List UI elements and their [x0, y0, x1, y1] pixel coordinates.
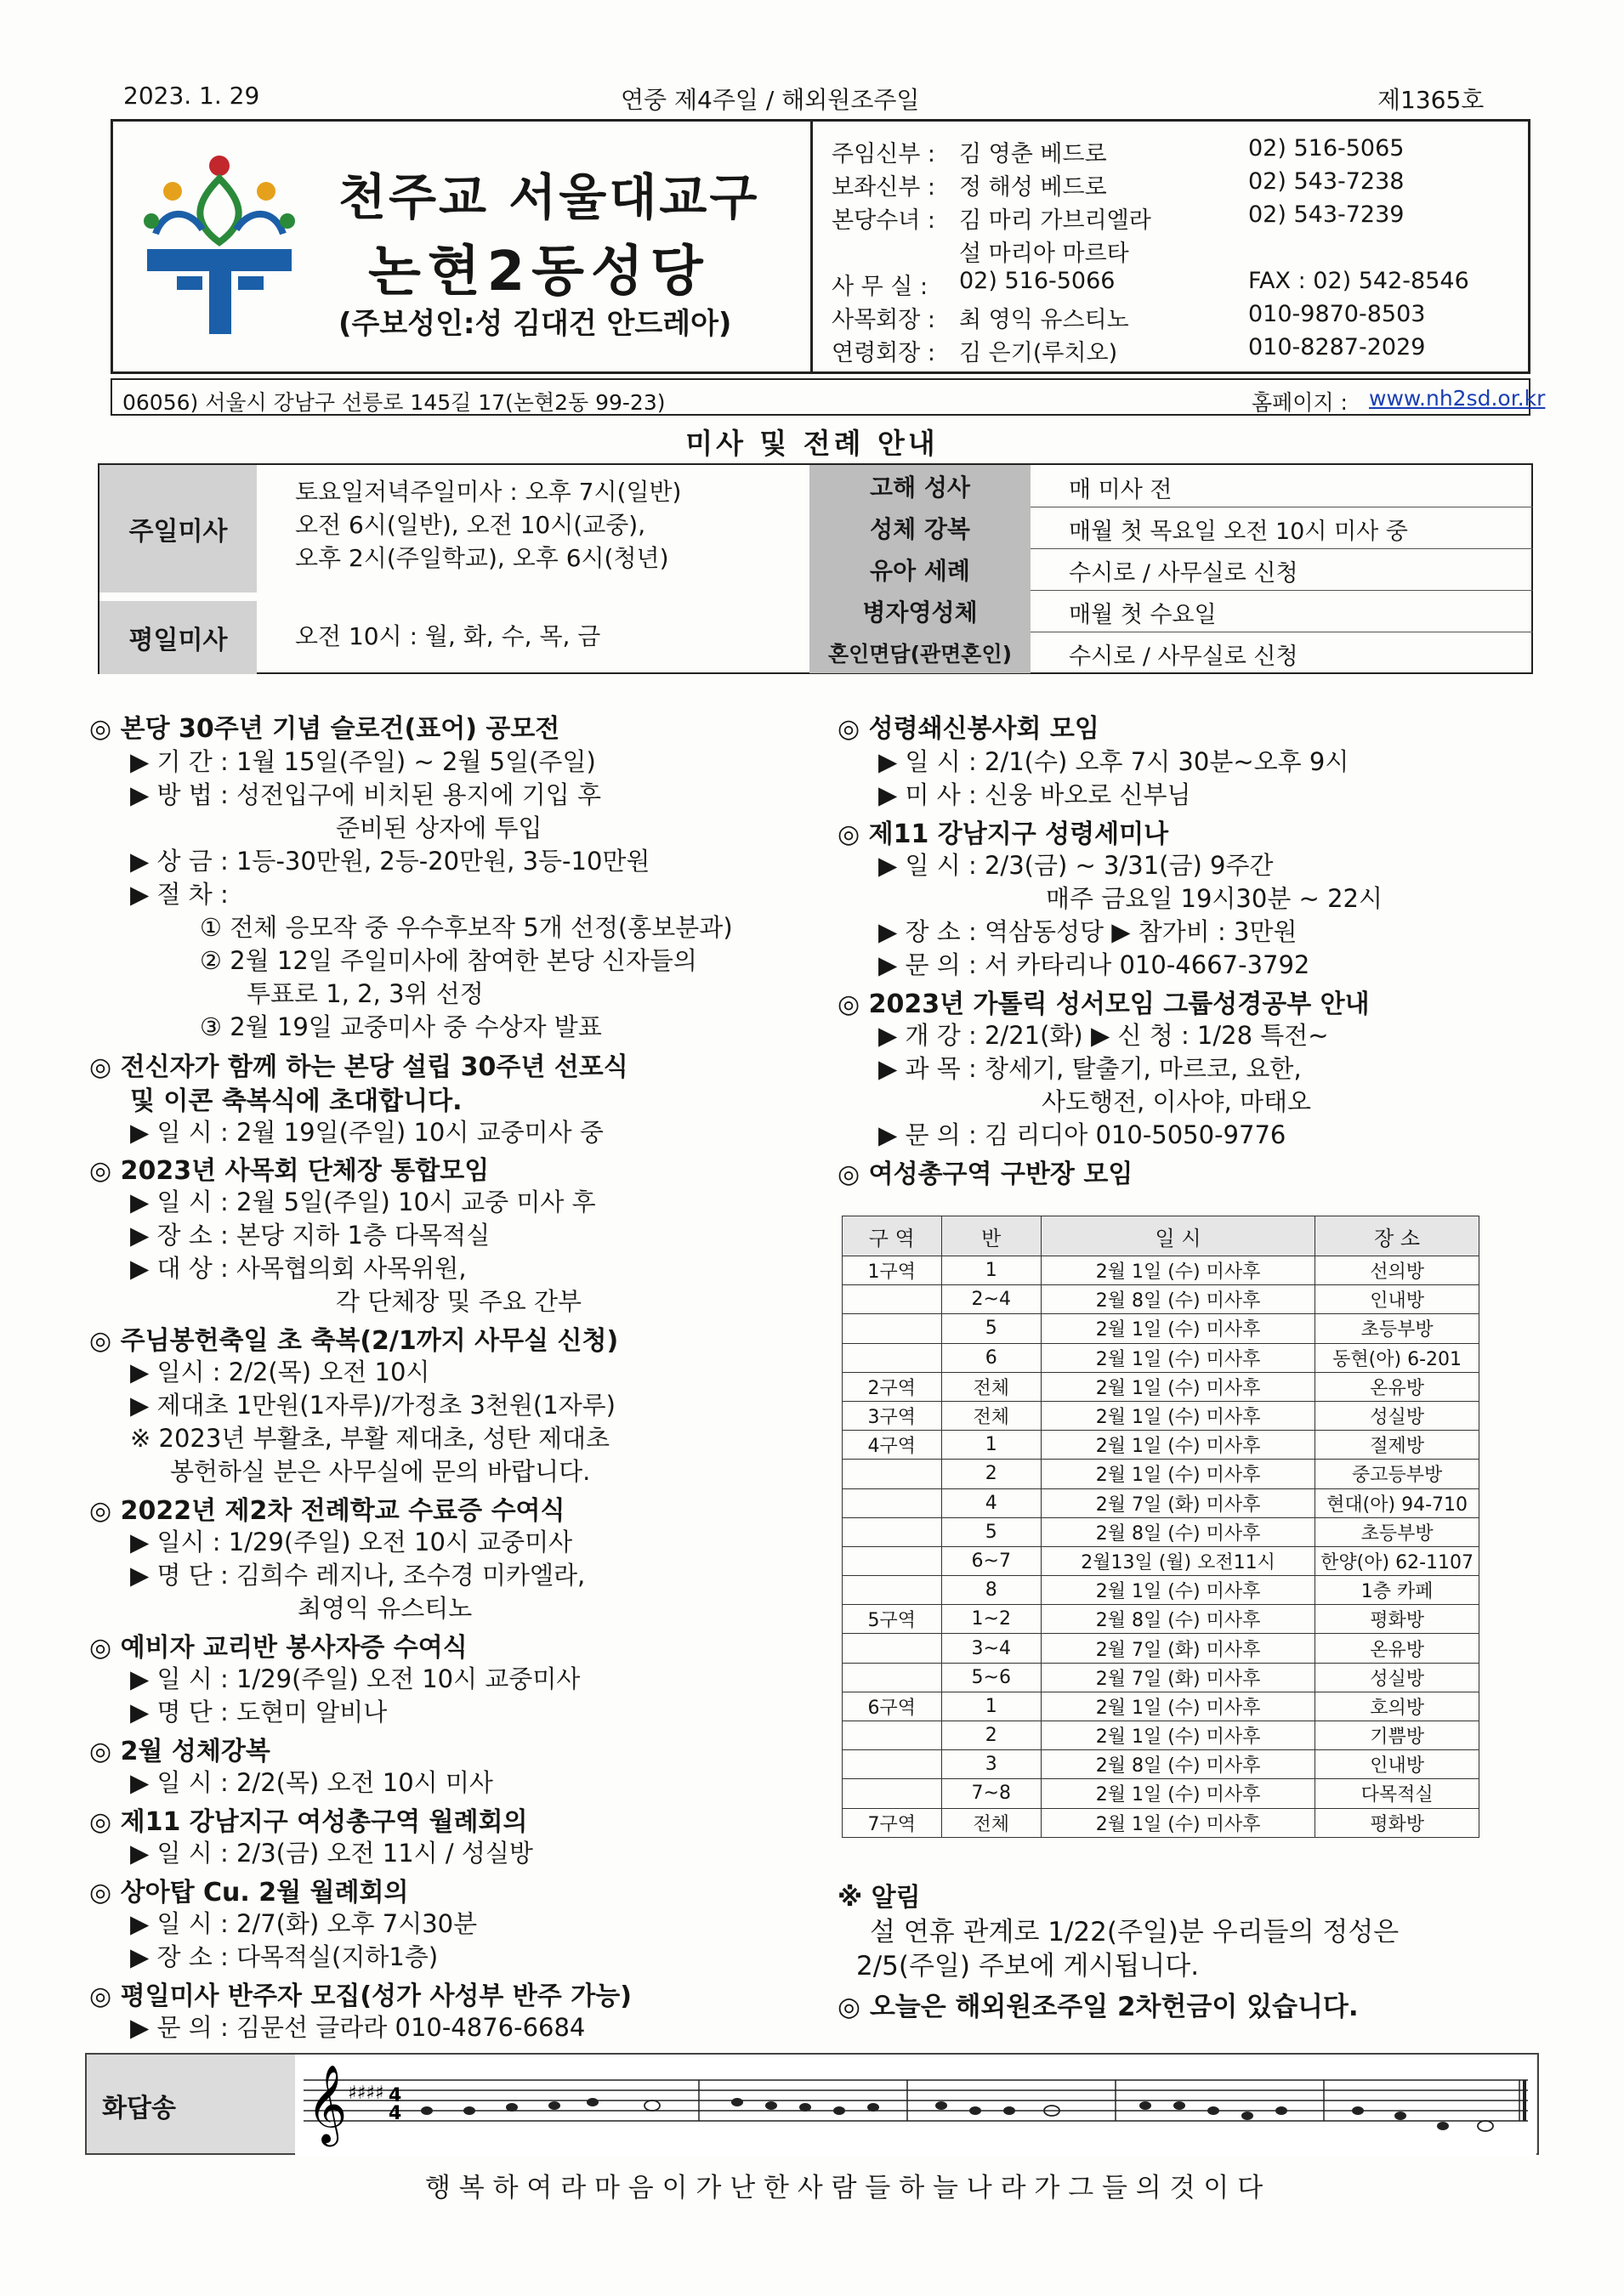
psalm-lyrics: 행 복 하 여 라 마 음 이 가 난 한 사 람 들 하 늘 나 라 가 그 들 의 것 이 다 — [425, 2173, 1263, 2203]
notice-line: 2/5(주일) 주보에 게시됩니다. — [856, 1951, 1200, 1981]
notice-heading: ◎ 2022년 제2차 전례학교 수료증 수여식 — [89, 1496, 565, 1526]
group-cell: 1 — [941, 1692, 1041, 1721]
datetime-cell: 2월 1일 (수) 미사후 — [1041, 1460, 1315, 1488]
notice-heading: ◎ 본당 30주년 기념 슬로건(표어) 공모전 — [89, 714, 560, 744]
group-cell: 3 — [941, 1750, 1041, 1779]
notice-line: ▶ 문 의 : 서 카타리나 010-4667-3792 — [878, 950, 1310, 979]
place-cell: 호의방 — [1315, 1692, 1479, 1721]
datetime-cell: 2월 1일 (수) 미사후 — [1041, 1401, 1315, 1430]
group-cell: 전체 — [941, 1372, 1041, 1401]
issue-date: 2023. 1. 29 — [123, 82, 260, 110]
notice-line: ▶ 일 시 : 2월 5일(주일) 10시 교중 미사 후 — [130, 1188, 596, 1216]
notice-heading: ◎ 주님봉헌축일 초 축복(2/1까지 사무실 신청) — [89, 1326, 619, 1356]
notice-line: ▶ 일시 : 1/29(주일) 오전 10시 교중미사 — [130, 1528, 573, 1556]
notice-line: 각 단체장 및 주요 간부 — [336, 1287, 582, 1316]
table-row — [843, 1663, 1479, 1692]
datetime-cell: 2월 8일 (수) 미사후 — [1041, 1605, 1315, 1634]
notice-heading: ◎ 제11 강남지구 성령세미나 — [838, 819, 1169, 849]
notice-line: ▶ 기 간 : 1월 15일(주일) ~ 2월 5일(주일) — [130, 747, 596, 776]
district-cell: 7구역 — [843, 1808, 942, 1837]
notice-heading: ◎ 평일미사 반주자 모집(성가 사성부 반주 가능) — [89, 1981, 632, 2011]
address-bar — [111, 378, 1546, 416]
contact-row: 사목회장 : 최 영익 유스티노 010-9870-8503 — [832, 301, 1426, 333]
datetime-cell: 2월 1일 (수) 미사후 — [1041, 1256, 1315, 1285]
mass-times — [99, 465, 809, 672]
group-cell: 8 — [941, 1576, 1041, 1605]
notice-line: ▶ 대 상 : 사목협의회 사목위원, — [130, 1254, 467, 1283]
district-cell — [843, 1750, 942, 1779]
parish-name: 논현2동성당 — [368, 241, 710, 303]
group-cell: 전체 — [941, 1808, 1041, 1837]
notice-line: ② 2월 12일 주일미사에 참여한 본당 신자들의 — [200, 946, 697, 975]
group-cell: 1 — [941, 1431, 1041, 1460]
group-cell: 2 — [941, 1721, 1041, 1750]
weekday-mass-text: 오전 10시 : 월, 화, 수, 목, 금 — [295, 622, 601, 650]
place-cell: 평화방 — [1315, 1808, 1479, 1837]
datetime-cell: 2월 1일 (수) 미사후 — [1041, 1692, 1315, 1721]
notice-line: ▶ 미 사 : 신웅 바오로 신부님 — [878, 780, 1191, 809]
notice-heading: ◎ 전신자가 함께 하는 본당 설립 30주년 선포식 — [89, 1052, 628, 1082]
table-row — [843, 1314, 1479, 1343]
notice-line: ▶ 일 시 : 1/29(주일) 오전 10시 교중미사 — [130, 1664, 581, 1693]
contact-row: 사 무 실 : 02) 516-5066 FAX : 02) 542-8546 — [832, 268, 1469, 300]
notice-line: 봉헌하실 분은 사무실에 문의 바랍니다. — [170, 1457, 591, 1486]
place-cell: 중고등부방 — [1315, 1460, 1479, 1488]
notice-line: ▶ 명 단 : 도현미 알비나 — [130, 1698, 388, 1726]
group-cell: 5~6 — [941, 1663, 1041, 1692]
datetime-cell: 2월 1일 (수) 미사후 — [1041, 1372, 1315, 1401]
place-cell: 인내방 — [1315, 1750, 1479, 1779]
notice-line: ▶ 일 시 : 2/1(수) 오후 7시 30분~오후 9시 — [878, 747, 1349, 776]
notice-line: 설 연휴 관계로 1/22(주일)분 우리들의 정성은 — [870, 1917, 1400, 1947]
group-cell: 6~7 — [941, 1546, 1041, 1575]
district-cell — [843, 1343, 942, 1372]
sacrament-row: 유아 세례 수시로 / 사무실로 신청 — [809, 548, 1533, 591]
table-row — [843, 1256, 1479, 1285]
notice-heading: ◎ 제11 강남지구 여성총구역 월례회의 — [89, 1807, 528, 1837]
district-cell — [843, 1488, 942, 1517]
table-row — [843, 1605, 1479, 1634]
notice-line: ① 전체 응모작 중 우수후보작 5개 선정(홍보분과) — [200, 913, 733, 942]
table-row — [843, 1721, 1479, 1750]
district-cell — [843, 1663, 942, 1692]
notice-line: ▶ 문 의 : 김 리디아 010-5050-9776 — [878, 1120, 1286, 1149]
notice-line: ③ 2월 19일 교중미사 중 수상자 발표 — [200, 1012, 602, 1041]
notice-heading: ◎ 2023년 사목회 단체장 통합모임 — [89, 1156, 490, 1186]
column-header: 구 역 — [843, 1216, 942, 1256]
contact-list — [832, 135, 1520, 367]
group-cell: 2~4 — [941, 1285, 1041, 1314]
group-cell: 3~4 — [941, 1634, 1041, 1663]
top-line — [111, 82, 1530, 116]
notice-line: 투표로 1, 2, 3위 선정 — [247, 979, 484, 1008]
notice-line: ▶ 일 시 : 2/2(목) 오전 10시 미사 — [130, 1768, 493, 1797]
district-cell: 6구역 — [843, 1692, 942, 1721]
place-cell: 선의방 — [1315, 1256, 1479, 1285]
district-meeting-table — [842, 1216, 1479, 1838]
svg-text:4: 4 — [389, 2085, 402, 2106]
homepage-label: 홈페이지 : — [1252, 390, 1348, 415]
place-cell: 다목적실 — [1315, 1779, 1479, 1808]
table-row — [843, 1546, 1479, 1575]
music-staff-icon — [295, 2055, 1536, 2157]
district-cell — [843, 1314, 942, 1343]
place-cell: 현대(아) 94-710 — [1315, 1488, 1479, 1517]
district-cell: 1구역 — [843, 1256, 942, 1285]
notice-heading: ◎ 여성총구역 구반장 모임 — [838, 1159, 1133, 1189]
datetime-cell: 2월 1일 (수) 미사후 — [1041, 1314, 1315, 1343]
notice-line: ▶ 개 강 : 2/21(화) ▶ 신 청 : 1/28 특전~ — [878, 1021, 1329, 1050]
sacrament-row: 고해 성사 매 미사 전 — [809, 465, 1533, 507]
group-cell: 1 — [941, 1256, 1041, 1285]
place-cell: 성실방 — [1315, 1401, 1479, 1430]
datetime-cell: 2월13일 (월) 오전11시 — [1041, 1546, 1315, 1575]
table-row — [843, 1285, 1479, 1314]
district-cell: 3구역 — [843, 1401, 942, 1430]
notice-line: ▶ 일시 : 2/2(목) 오전 10시 — [130, 1358, 430, 1386]
notice-line: 최영익 유스티노 — [298, 1594, 473, 1623]
datetime-cell: 2월 7일 (화) 미사후 — [1041, 1663, 1315, 1692]
district-cell — [843, 1460, 942, 1488]
notice-line: ▶ 장 소 : 역삼동성당 ▶ 참가비 : 3만원 — [878, 917, 1297, 946]
table-row — [843, 1488, 1479, 1517]
address: 06056) 서울시 강남구 선릉로 145길 17(논현2동 99-23) — [122, 390, 666, 415]
district-cell — [843, 1576, 942, 1605]
table-row — [843, 1576, 1479, 1605]
place-cell: 기쁨방 — [1315, 1721, 1479, 1750]
district-cell: 5구역 — [843, 1605, 942, 1634]
column-header: 일 시 — [1041, 1216, 1315, 1256]
church-logo-icon — [130, 149, 309, 336]
collection-notice: ◎ 오늘은 해외원조주일 2차헌금이 있습니다. — [838, 1992, 1359, 2022]
notice-line: ▶ 장 소 : 다목적실(지하1층) — [130, 1942, 439, 1971]
sunday-mass-label: 주일미사 — [99, 465, 257, 592]
place-cell: 절제방 — [1315, 1431, 1479, 1460]
liturgical-sunday: 연중 제4주일 / 해외원조주일 — [621, 86, 920, 114]
datetime-cell: 2월 8일 (수) 미사후 — [1041, 1517, 1315, 1546]
place-cell: 성실방 — [1315, 1663, 1479, 1692]
notice-line: ▶ 제대초 1만원(1자루)/가정초 3천원(1자루) — [130, 1391, 616, 1420]
sunday-mass-line: 오전 6시(일반), 오전 10시(교중), — [295, 511, 646, 539]
contact-row: 보좌신부 : 정 해성 베드로 02) 543-7238 — [832, 168, 1405, 201]
datetime-cell: 2월 8일 (수) 미사후 — [1041, 1750, 1315, 1779]
group-cell: 7~8 — [941, 1779, 1041, 1808]
place-cell: 동현(아) 6-201 — [1315, 1343, 1479, 1372]
group-cell: 6 — [941, 1343, 1041, 1372]
contact-row: 주임신부 : 김 영춘 베드로 02) 516-5065 — [832, 135, 1405, 167]
notice-line: ▶ 문 의 : 김문선 글라라 010-4876-6684 — [130, 2013, 586, 2042]
table-row — [843, 1460, 1479, 1488]
place-cell: 초등부방 — [1315, 1517, 1479, 1546]
notice-heading: ◎ 성령쇄신봉사회 모임 — [838, 714, 1099, 744]
datetime-cell: 2월 1일 (수) 미사후 — [1041, 1343, 1315, 1372]
sunday-mass-line: 토요일저녁주일미사 : 오후 7시(일반) — [295, 478, 682, 506]
svg-text:𝄞: 𝄞 — [307, 2064, 348, 2143]
place-cell: 온유방 — [1315, 1634, 1479, 1663]
district-cell — [843, 1285, 942, 1314]
column-header: 장 소 — [1315, 1216, 1479, 1256]
column-header: 반 — [941, 1216, 1041, 1256]
notice-line: ▶ 방 법 : 성전입구에 비치된 용지에 기입 후 — [130, 780, 602, 809]
district-cell — [843, 1721, 942, 1750]
place-cell: 평화방 — [1315, 1605, 1479, 1634]
district-cell: 4구역 — [843, 1431, 942, 1460]
svg-text:♯♯♯♯: ♯♯♯♯ — [348, 2083, 384, 2104]
contact-row: 본당수녀 : 김 마리 가브리엘라 02) 543-7239 — [832, 201, 1405, 234]
datetime-cell: 2월 7일 (화) 미사후 — [1041, 1634, 1315, 1663]
notice-line: ▶ 명 단 : 김희수 레지나, 조수경 미카엘라, — [130, 1561, 586, 1590]
table-row — [843, 1634, 1479, 1663]
table-row — [843, 1431, 1479, 1460]
datetime-cell: 2월 1일 (수) 미사후 — [1041, 1779, 1315, 1808]
table-row — [843, 1401, 1479, 1430]
sacrament-row: 혼인면담(관면혼인) 수시로 / 사무실로 신청 — [809, 632, 1533, 673]
table-row — [843, 1808, 1479, 1837]
notice-line: ▶ 상 금 : 1등-30만원, 2등-20만원, 3등-10만원 — [130, 847, 650, 876]
datetime-cell: 2월 8일 (수) 미사후 — [1041, 1285, 1315, 1314]
table-row — [843, 1750, 1479, 1779]
group-cell: 5 — [941, 1517, 1041, 1546]
table-body — [843, 1256, 1479, 1838]
notice-heading: ◎ 예비자 교리반 봉사자증 수여식 — [89, 1633, 468, 1663]
notice-line: 사도행전, 이사야, 마태오 — [1042, 1087, 1312, 1116]
notice-line: 매주 금요일 19시30분 ~ 22시 — [1046, 884, 1383, 913]
notice-heading: ◎ 2023년 가톨릭 성서모임 그룹성경공부 안내 — [838, 989, 1370, 1019]
table-row — [843, 1372, 1479, 1401]
sacrament-grid — [809, 465, 1533, 672]
datetime-cell: 2월 1일 (수) 미사후 — [1041, 1576, 1315, 1605]
datetime-cell: 2월 7일 (화) 미사후 — [1041, 1488, 1315, 1517]
patron-saint: (주보성인:성 김대건 안드레아) — [338, 307, 732, 341]
table-header-row — [843, 1216, 1479, 1256]
diocese-title: 천주교 서울대교구 — [338, 168, 760, 226]
group-cell: 1~2 — [941, 1605, 1041, 1634]
responsorial-psalm-box — [85, 2053, 1539, 2155]
homepage-link[interactable]: www.nh2sd.or.kr — [1369, 386, 1546, 411]
notice-heading: ◎ 2월 성체강복 — [89, 1737, 270, 1766]
place-cell: 한양(아) 62-1107 — [1315, 1546, 1479, 1575]
district-cell — [843, 1546, 942, 1575]
table-row — [843, 1692, 1479, 1721]
notice-line: ▶ 일 시 : 2/3(금) ~ 3/31(금) 9주간 — [878, 851, 1274, 880]
mass-schedule-box — [98, 463, 1533, 674]
notice-line: 준비된 상자에 투입 — [336, 814, 542, 842]
notice-line: ▶ 일 시 : 2월 19일(주일) 10시 교중미사 중 — [130, 1118, 604, 1147]
group-cell: 전체 — [941, 1401, 1041, 1430]
masthead-left — [113, 122, 813, 371]
mass-section-title: 미사 및 전례 안내 — [685, 427, 939, 460]
place-cell: 인내방 — [1315, 1285, 1479, 1314]
contact-row: 설 마리아 마르타 — [959, 241, 1129, 267]
weekday-mass-label: 평일미사 — [99, 601, 257, 674]
place-cell: 1층 카페 — [1315, 1576, 1479, 1605]
datetime-cell: 2월 1일 (수) 미사후 — [1041, 1721, 1315, 1750]
place-cell: 초등부방 — [1315, 1314, 1479, 1343]
district-cell — [843, 1779, 942, 1808]
notice-line: ▶ 일 시 : 2/7(화) 오후 7시30분 — [130, 1909, 478, 1938]
psalm-label: 화답송 — [102, 2094, 176, 2123]
notice-title: ※ 알림 — [838, 1883, 921, 1913]
notice-line: ▶ 과 목 : 창세기, 탈출기, 마르코, 요한, — [878, 1054, 1302, 1083]
notice-heading: 및 이콘 축복식에 초대합니다. — [130, 1086, 463, 1116]
sacrament-row: 병자영성체 매월 첫 수요일 — [809, 590, 1533, 632]
masthead — [111, 119, 1530, 374]
group-cell: 2 — [941, 1460, 1041, 1488]
table-row — [843, 1779, 1479, 1808]
table-row — [843, 1517, 1479, 1546]
notice-line: ▶ 절 차 : — [130, 880, 229, 909]
district-cell — [843, 1517, 942, 1546]
notice-line: ※ 2023년 부활초, 부활 제대초, 성탄 제대초 — [130, 1424, 610, 1453]
notice-line: ▶ 일 시 : 2/3(금) 오전 11시 / 성실방 — [130, 1839, 533, 1868]
svg-text:4: 4 — [389, 2103, 402, 2124]
group-cell: 4 — [941, 1488, 1041, 1517]
contact-row: 연령회장 : 김 은기(루치오) 010-8287-2029 — [832, 334, 1426, 366]
datetime-cell: 2월 1일 (수) 미사후 — [1041, 1808, 1315, 1837]
notice-heading: ◎ 상아탑 Cu. 2월 월례회의 — [89, 1878, 409, 1908]
place-cell: 온유방 — [1315, 1372, 1479, 1401]
sacrament-row: 성체 강복 매월 첫 목요일 오전 10시 미사 중 — [809, 507, 1533, 549]
datetime-cell: 2월 1일 (수) 미사후 — [1041, 1431, 1315, 1460]
table-row — [843, 1343, 1479, 1372]
district-cell: 2구역 — [843, 1372, 942, 1401]
issue-number: 제1365호 — [1377, 86, 1485, 114]
notice-line: ▶ 장 소 : 본당 지하 1층 다목적실 — [130, 1221, 491, 1250]
sunday-mass-line: 오후 2시(주일학교), 오후 6시(청년) — [295, 544, 669, 572]
district-cell — [843, 1634, 942, 1663]
group-cell: 5 — [941, 1314, 1041, 1343]
